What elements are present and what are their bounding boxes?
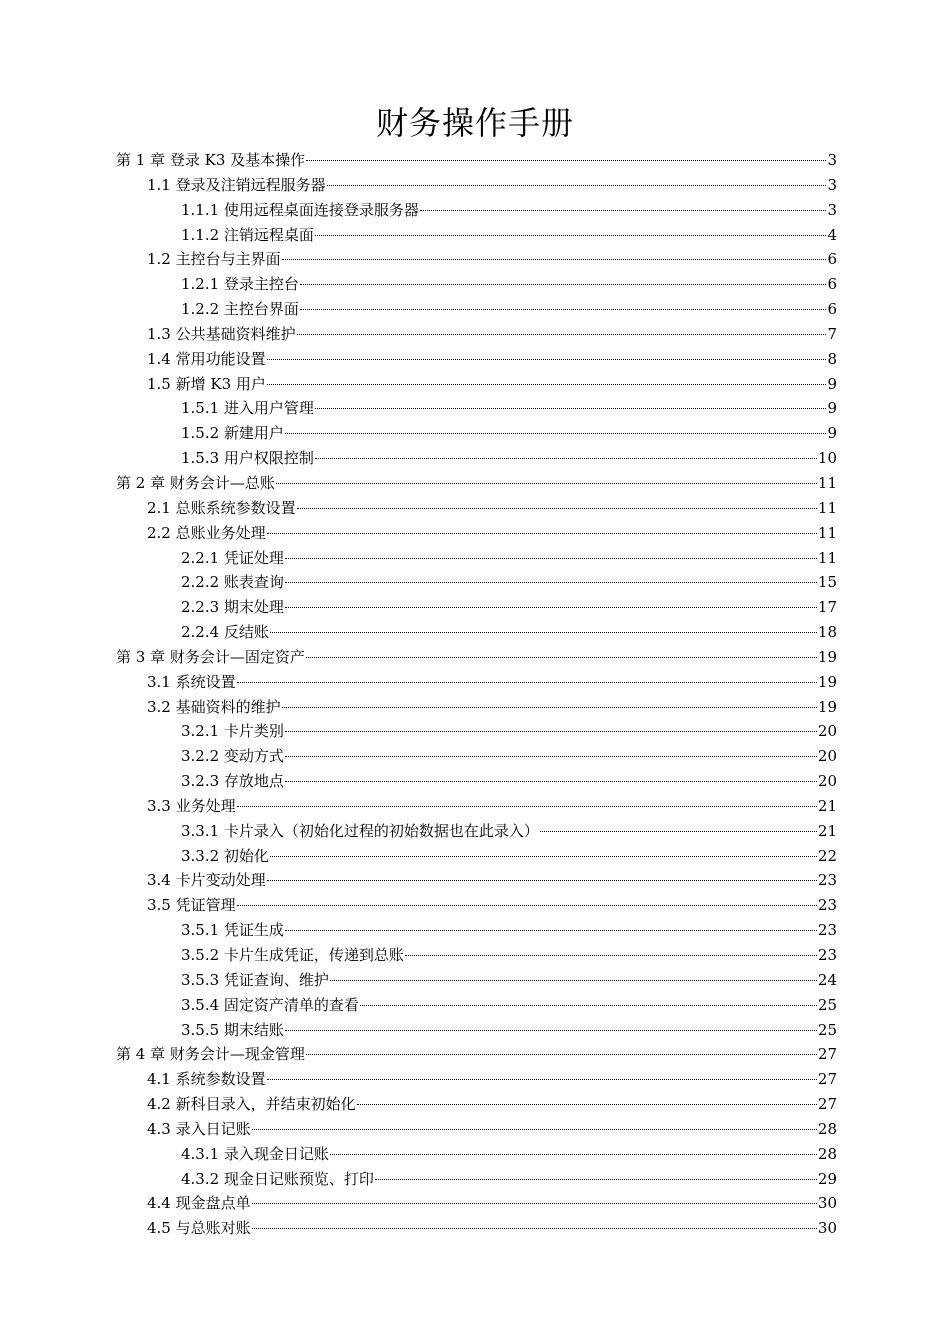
toc-page-number: 7 xyxy=(827,324,837,343)
toc-entry-title: 4.2 新科目录入，并结束初始化 xyxy=(147,1095,356,1114)
toc-page-number: 28 xyxy=(817,1119,837,1138)
toc-entry[interactable] xyxy=(116,148,837,173)
toc-entry-title: 4.3.2 现金日记账预览、打印 xyxy=(181,1169,374,1188)
toc-entry-title: 2.2.1 凭证处理 xyxy=(181,548,284,567)
toc-entry-title: 4.1 系统参数设置 xyxy=(147,1070,266,1089)
toc-page-number: 23 xyxy=(817,871,837,890)
toc-entry[interactable] xyxy=(116,521,837,546)
toc-page-number: 24 xyxy=(817,970,837,989)
toc-entry[interactable] xyxy=(116,322,837,347)
toc-entry-title: 第 4 章 财务会计—现金管理 xyxy=(116,1045,305,1064)
toc-entry-title: 1.5.2 新建用户 xyxy=(181,424,284,443)
toc-entry-title: 1.5.3 用户权限控制 xyxy=(181,449,314,468)
toc-entry[interactable] xyxy=(116,968,837,993)
toc-page-number: 30 xyxy=(817,1194,837,1213)
toc-page-number: 3 xyxy=(827,175,837,194)
toc-dot-leader xyxy=(306,1054,817,1055)
toc-entry[interactable] xyxy=(116,819,837,844)
toc-entry[interactable] xyxy=(116,620,837,645)
toc-dot-leader xyxy=(330,1154,817,1155)
toc-entry[interactable] xyxy=(116,993,837,1018)
toc-dot-leader xyxy=(285,781,817,782)
toc-page-number: 6 xyxy=(827,250,837,269)
toc-dot-leader xyxy=(267,1079,817,1080)
toc-entry-title: 3.1 系统设置 xyxy=(147,672,236,691)
toc-entry[interactable] xyxy=(116,1191,837,1216)
toc-entry[interactable] xyxy=(116,223,837,248)
toc-entry[interactable] xyxy=(116,297,837,322)
toc-dot-leader xyxy=(306,657,817,658)
toc-page-number: 23 xyxy=(817,921,837,940)
toc-entry-title: 3.2.1 卡片类别 xyxy=(181,722,284,741)
toc-entry-title: 1.3 公共基础资料维护 xyxy=(147,324,296,343)
toc-dot-leader xyxy=(375,1179,817,1180)
toc-dot-leader xyxy=(357,1104,817,1105)
toc-dot-leader xyxy=(282,259,827,260)
toc-dot-leader xyxy=(315,235,827,236)
toc-dot-leader xyxy=(327,185,827,186)
toc-page-number: 21 xyxy=(817,796,837,815)
toc-entry[interactable] xyxy=(116,1117,837,1142)
toc-page-number: 22 xyxy=(817,846,837,865)
toc-page-number: 11 xyxy=(817,498,837,517)
toc-page-number: 27 xyxy=(817,1095,837,1114)
toc-page-number: 27 xyxy=(817,1070,837,1089)
toc-dot-leader xyxy=(315,408,827,409)
toc-page-number: 28 xyxy=(817,1144,837,1163)
toc-entry[interactable] xyxy=(116,1167,837,1192)
toc-entry-title: 2.1 总账系统参数设置 xyxy=(147,498,296,517)
toc-dot-leader xyxy=(270,632,817,633)
toc-entry[interactable] xyxy=(116,868,837,893)
toc-page-number: 27 xyxy=(817,1045,837,1064)
toc-entry-title: 3.2 基础资料的维护 xyxy=(147,697,281,716)
toc-entry[interactable] xyxy=(116,744,837,769)
toc-page-number: 17 xyxy=(817,598,837,617)
toc-page-number: 11 xyxy=(817,548,837,567)
toc-dot-leader xyxy=(285,558,817,559)
toc-entry[interactable] xyxy=(116,844,837,869)
toc-entry-title: 3.3.2 初始化 xyxy=(181,846,269,865)
toc-page-number: 30 xyxy=(817,1219,837,1238)
toc-dot-leader xyxy=(267,533,817,534)
toc-entry[interactable] xyxy=(116,1018,837,1043)
toc-entry[interactable] xyxy=(116,670,837,695)
toc-dot-leader xyxy=(252,1228,817,1229)
toc-entry[interactable] xyxy=(116,247,837,272)
toc-entry[interactable] xyxy=(116,272,837,297)
toc-dot-leader xyxy=(252,1129,817,1130)
toc-dot-leader xyxy=(282,707,817,708)
toc-page-number: 23 xyxy=(817,946,837,964)
toc-entry[interactable] xyxy=(116,347,837,372)
toc-page-number: 9 xyxy=(827,424,837,443)
toc-entry-title: 1.2.1 登录主控台 xyxy=(181,275,299,294)
toc-entry-title: 2.2 总账业务处理 xyxy=(147,523,266,542)
toc-dot-leader xyxy=(540,831,817,832)
toc-entry-title: 3.5.1 凭证生成 xyxy=(181,921,284,940)
toc-entry[interactable] xyxy=(116,1067,837,1092)
toc-page-number: 29 xyxy=(817,1169,837,1188)
toc-dot-leader xyxy=(297,334,827,335)
toc-entry[interactable] xyxy=(116,1216,837,1241)
toc-entry-title: 3.5 凭证管理 xyxy=(147,896,236,915)
toc-dot-leader xyxy=(285,756,817,757)
toc-entry[interactable] xyxy=(116,1042,837,1067)
toc-dot-leader xyxy=(285,930,817,931)
toc-entry[interactable] xyxy=(116,918,837,943)
toc-page-number: 8 xyxy=(827,349,837,368)
toc-page-number: 20 xyxy=(817,722,837,741)
toc-entry-title: 1.5.1 进入用户管理 xyxy=(181,399,314,418)
toc-dot-leader xyxy=(405,955,817,956)
toc-page-number: 4 xyxy=(827,225,837,244)
toc-entry-title: 1.2 主控台与主界面 xyxy=(147,250,281,269)
toc-page-number: 9 xyxy=(827,399,837,418)
toc-entry[interactable] xyxy=(116,719,837,744)
toc-entry-title: 3.2.2 变动方式 xyxy=(181,747,284,766)
toc-page-number: 21 xyxy=(817,821,837,840)
toc-page-number: 20 xyxy=(817,772,837,791)
toc-page-number: 25 xyxy=(817,1020,837,1039)
toc-page-number: 18 xyxy=(817,623,837,642)
toc-dot-leader xyxy=(267,880,817,881)
toc-page-number: 11 xyxy=(817,473,837,492)
page-title: 财务操作手册 xyxy=(375,104,574,142)
toc-entry[interactable] xyxy=(116,198,837,223)
toc-dot-leader xyxy=(237,905,817,906)
toc-entry-title: 3.5.4 固定资产清单的查看 xyxy=(181,995,359,1014)
toc-entry-title: 3.2.3 存放地点 xyxy=(181,772,284,791)
toc-entry-title: 4.5 与总账对账 xyxy=(147,1219,251,1238)
toc-page-number: 19 xyxy=(817,672,837,691)
toc-entry[interactable] xyxy=(116,645,837,670)
toc-page-number: 10 xyxy=(817,449,837,468)
toc-dot-leader xyxy=(297,508,817,509)
toc-entry[interactable] xyxy=(116,794,837,819)
toc-entry[interactable] xyxy=(116,471,837,496)
toc-entry[interactable] xyxy=(116,695,837,720)
toc-dot-leader xyxy=(360,1005,817,1006)
toc-dot-leader xyxy=(285,1030,817,1031)
toc-entry-title: 3.5.2 卡片生成凭证，传递到总账 xyxy=(181,946,404,964)
toc-entry-title: 第 3 章 财务会计—固定资产 xyxy=(116,647,305,666)
toc-entry-title: 3.4 卡片变动处理 xyxy=(147,871,266,890)
toc-entry-title: 1.1.1 使用远程桌面连接登录服务器 xyxy=(181,200,419,219)
toc-entry[interactable] xyxy=(116,893,837,918)
toc-page-number: 15 xyxy=(817,573,837,592)
toc-entry[interactable] xyxy=(116,496,837,521)
toc-entry-title: 2.2.3 期末处理 xyxy=(181,598,284,617)
toc-dot-leader xyxy=(237,806,817,807)
toc-entry[interactable] xyxy=(116,595,837,620)
toc-page-number: 23 xyxy=(817,896,837,915)
toc-dot-leader xyxy=(237,682,817,683)
toc-entry[interactable] xyxy=(116,372,837,397)
toc-entry-title: 4.3.1 录入现金日记账 xyxy=(181,1144,329,1163)
toc-dot-leader xyxy=(267,359,827,360)
toc-page-number: 3 xyxy=(827,151,837,169)
toc-entry[interactable] xyxy=(116,1142,837,1167)
toc-entry[interactable] xyxy=(116,1092,837,1117)
toc-entry-title: 第 2 章 财务会计—总账 xyxy=(116,473,275,492)
toc-page-number: 25 xyxy=(817,995,837,1014)
toc-entry-title: 4.3 录入日记账 xyxy=(147,1119,251,1138)
toc-dot-leader xyxy=(276,483,817,484)
toc-entry-title: 3.3.1 卡片录入（初始化过程的初始数据也在此录入） xyxy=(181,821,539,840)
toc-dot-leader xyxy=(267,384,827,385)
toc-dot-leader xyxy=(270,856,817,857)
toc-entry-title: 3.5.5 期末结账 xyxy=(181,1020,284,1039)
toc-page-number: 20 xyxy=(817,747,837,766)
toc-page-number: 6 xyxy=(827,300,837,319)
toc-entry-title: 2.2.2 账表查询 xyxy=(181,573,284,592)
toc-entry-title: 1.5 新增 K3 用户 xyxy=(147,374,266,393)
toc-entry-title: 1.1 登录及注销远程服务器 xyxy=(147,175,326,194)
toc-dot-leader xyxy=(285,731,817,732)
toc-entry-title: 1.1.2 注销远程桌面 xyxy=(181,225,314,244)
toc-entry[interactable] xyxy=(116,546,837,571)
toc-page-number: 11 xyxy=(817,523,837,542)
toc-entry[interactable] xyxy=(116,396,837,421)
toc-dot-leader xyxy=(285,607,817,608)
toc-dot-leader xyxy=(300,309,827,310)
toc-entry[interactable] xyxy=(116,173,837,198)
toc-entry-title: 4.4 现金盘点单 xyxy=(147,1194,251,1213)
toc-entry[interactable] xyxy=(116,943,837,968)
toc-dot-leader xyxy=(285,433,827,434)
toc-entry[interactable] xyxy=(116,769,837,794)
toc-entry[interactable] xyxy=(116,421,837,446)
toc-page-number: 3 xyxy=(827,200,837,219)
table-of-contents xyxy=(116,148,837,1241)
toc-entry[interactable] xyxy=(116,570,837,595)
toc-entry[interactable] xyxy=(116,446,837,471)
toc-entry-title: 1.2.2 主控台界面 xyxy=(181,300,299,319)
toc-page-number: 19 xyxy=(817,647,837,666)
toc-entry-title: 第 1 章 登录 K3 及基本操作 xyxy=(116,151,306,169)
toc-dot-leader xyxy=(330,980,817,981)
toc-entry-title: 2.2.4 反结账 xyxy=(181,623,269,642)
toc-entry-title: 3.5.3 凭证查询、维护 xyxy=(181,970,329,989)
toc-dot-leader xyxy=(315,458,817,459)
toc-dot-leader xyxy=(420,210,827,211)
toc-dot-leader xyxy=(252,1203,817,1204)
toc-page-number: 19 xyxy=(817,697,837,716)
toc-page-number: 9 xyxy=(827,374,837,393)
toc-dot-leader xyxy=(285,582,817,583)
toc-entry-title: 1.4 常用功能设置 xyxy=(147,349,266,368)
toc-dot-leader xyxy=(306,160,826,161)
toc-page-number: 6 xyxy=(827,275,837,294)
toc-entry-title: 3.3 业务处理 xyxy=(147,796,236,815)
toc-dot-leader xyxy=(300,284,827,285)
